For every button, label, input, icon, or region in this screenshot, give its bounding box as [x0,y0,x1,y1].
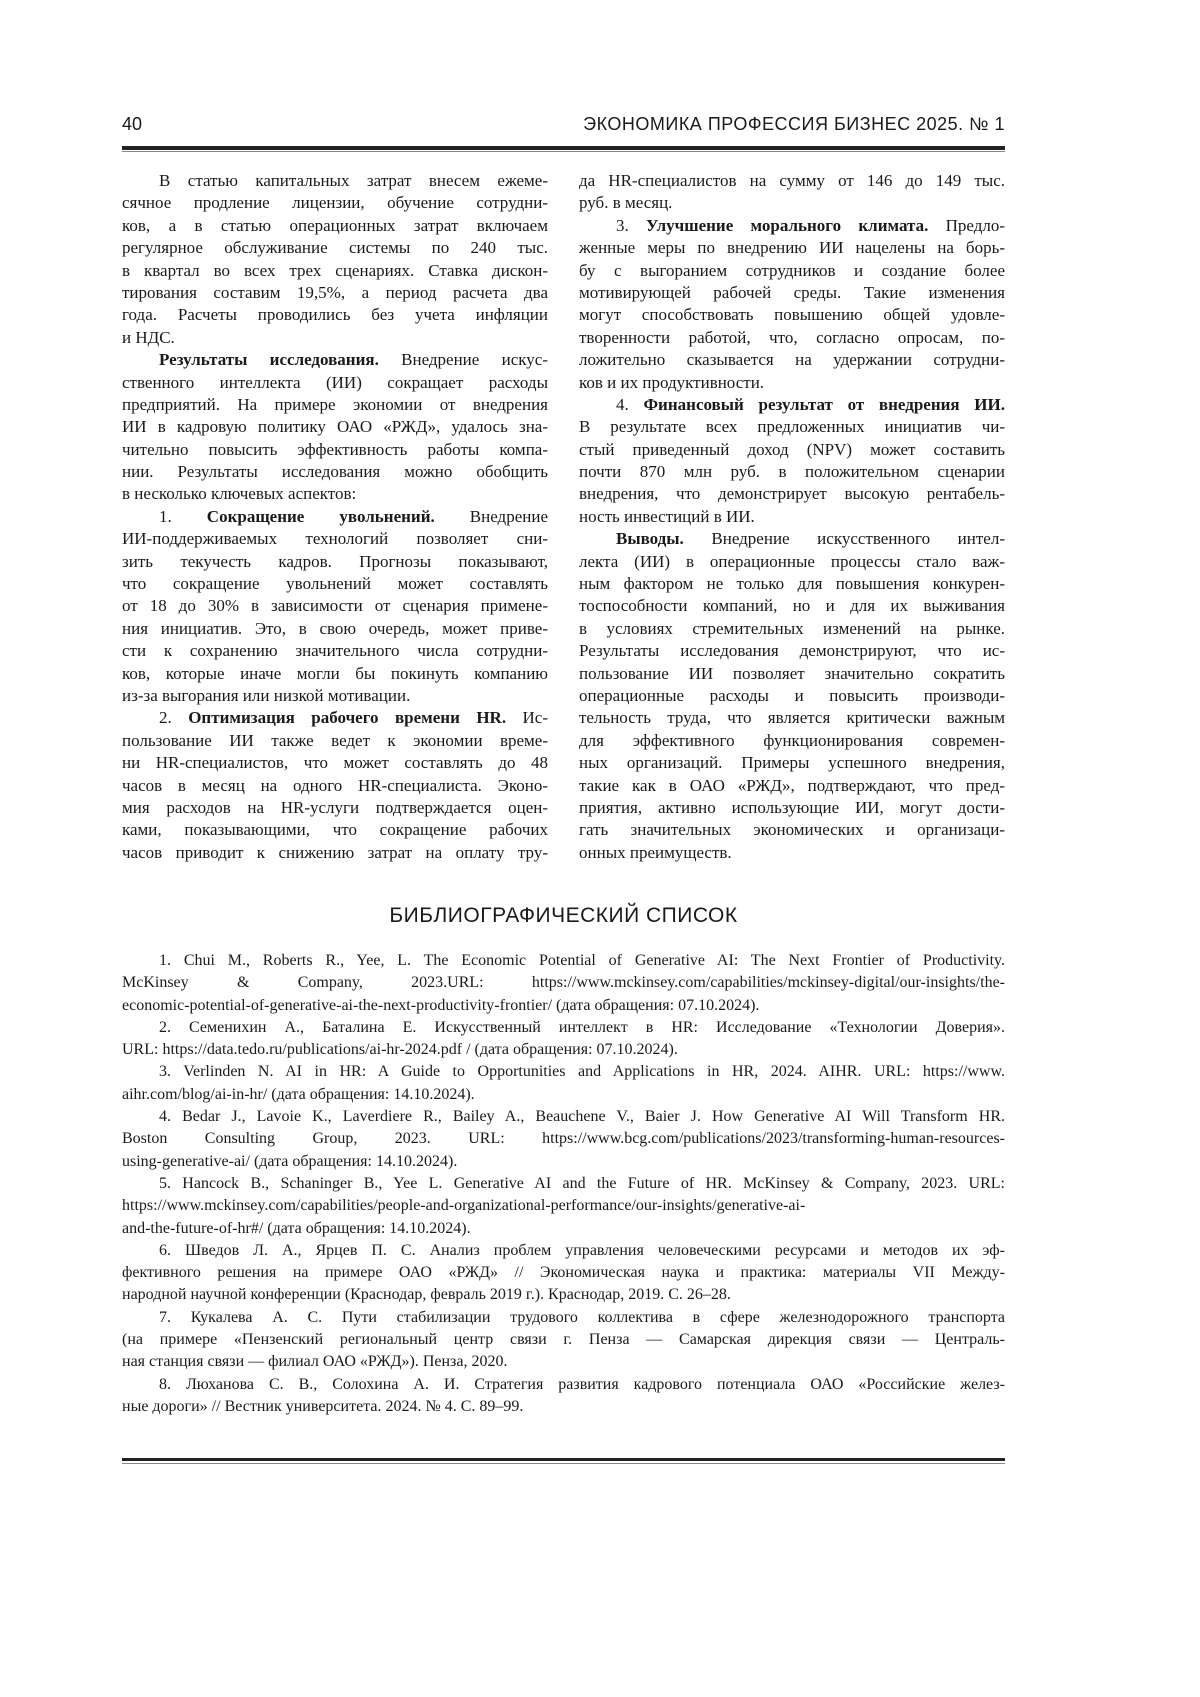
line-text: нии. Результаты исследования можно обобщить [122,462,548,481]
line-text: предприятий. На примере экономии от внедрения [122,395,548,414]
text-line [579,349,1005,371]
text-line [122,707,548,729]
line-bold: Улучшение морального климата. [646,216,928,235]
line-text: операционные расходы и повысить производи- [579,686,1005,705]
line-text: Предло- [928,216,1005,235]
line-text: мотивирующей рабочей среды. Такие изменения [579,283,1005,302]
line-text: ная станция связи — филиал ОАО «РЖД»). Пенза, 2020. [122,1353,507,1370]
line-text: тельность труда, что является критически важным [579,708,1005,727]
line-text: в несколько ключевых аспектов: [122,484,356,503]
text-line [122,1128,1005,1150]
line-bold: Финансовый результат от внедрения ИИ. [643,395,1005,414]
line-text: ные дороги» // Вестник университета. 2024. № 4. С. 89–99. [122,1398,523,1415]
line-text: приятия, активно использующие ИИ, могут дости- [579,798,1005,817]
header-rule [122,146,1005,150]
line-text: ками, показывающими, что сокращение рабочих [122,820,548,839]
line-prefix: 2. [159,708,188,727]
text-line [579,819,1005,841]
text-line [122,1262,1005,1284]
line-text: 3. Verlinden N. AI in HR: A Guide to Opportunities and Applications in HR, 2024. AIHR. URL: https://www. [159,1063,1005,1080]
line-text: ственного интеллекта (ИИ) сокращает расходы [122,373,548,392]
line-text: лекта (ИИ) в операционные процессы стало важ- [579,552,1005,571]
line-text: ным фактором не только для повышения конкурен- [579,574,1005,593]
line-text: в квартал во всех трех сценариях. Ставка дискон- [122,261,548,280]
line-text: and-the-future-of-hr#/ (дата обращения: 14.10.2024). [122,1220,471,1237]
line-text: URL: https://data.tedo.ru/publications/ai-hr-2024.pdf / (дата обращения: 07.10.2024). [122,1041,678,1058]
line-text: такие как в ОАО «РЖД», подтверждают, что пред- [579,776,1005,795]
line-text: года. Расчеты проводились без учета инфляции [122,305,548,324]
line-text: 7. Кукалева А. С. Пути стабилизации трудового коллектива в сфере железнодорожного транспорта [159,1309,1005,1326]
line-text: ни HR-специалистов, что может составлять до 48 [122,753,548,772]
text-line [122,797,548,819]
line-text: чительно повысить эффективность работы компа- [122,440,548,459]
line-text: мия расходов на HR-услуги подтверждается оцен- [122,798,548,817]
text-line [579,797,1005,819]
text-line [122,1151,1005,1173]
journal-title: ЭКОНОМИКА ПРОФЕССИЯ БИЗНЕС 2025. № 1 [583,114,1005,135]
line-text: McKinsey & Company, 2023.URL: https://www.mckinsey.com/capabilities/mckinsey-digital/our-insights/the- [122,974,1005,991]
text-line [122,1173,1005,1195]
text-line [579,573,1005,595]
text-line [122,663,548,685]
line-text: тоспособности компаний, но и для их выживания [579,596,1005,615]
line-text: что сокращение увольнений может составлять [122,574,548,593]
text-line [122,1218,1005,1240]
text-line [122,1039,1005,1061]
text-line [579,752,1005,774]
line-text: https://www.mckinsey.com/capabilities/people-and-organizational-performance/our-insights/generative-ai- [122,1197,805,1214]
bibliography-list [122,950,1005,1418]
text-line [122,618,548,640]
text-line [122,1106,1005,1128]
line-prefix: 3. [616,216,646,235]
line-text: Внедрение [435,507,548,526]
text-line [579,394,1005,416]
line-text: женные меры по внедрению ИИ нацелены на борь- [579,238,1005,257]
text-line [122,1329,1005,1351]
line-text: сячное продление лицензии, обучение сотрудни- [122,193,548,212]
text-line [579,707,1005,729]
line-text: ИИ в кадровую политику ОАО «РЖД», удалось зна- [122,417,548,436]
text-line [122,461,548,483]
line-text: ложительно сказывается на удержании сотрудни- [579,350,1005,369]
line-text: пользование ИИ также ведет к экономии време- [122,731,548,750]
text-line [122,995,1005,1017]
text-line [579,775,1005,797]
line-text: пользование ИИ позволяет значительно сократить [579,664,1005,683]
line-bold: Оптимизация рабочего времени HR. [188,708,506,727]
line-text: почти 870 млн руб. в положительном сценарии [579,462,1005,481]
text-line [122,1284,1005,1306]
text-line [122,842,548,864]
line-text: могут способствовать повышению общей удовле- [579,305,1005,324]
line-text: В статью капитальных затрат внесем ежеме- [159,171,548,190]
text-line [122,595,548,617]
line-text: Ис- [506,708,548,727]
text-line [122,1240,1005,1262]
line-text: народной научной конференции (Краснодар, февраль 2019 г.). Краснодар, 2019. С. 26–28. [122,1286,731,1303]
text-line [122,282,548,304]
line-text: ков, которые иначе могли бы покинуть компанию [122,664,548,683]
line-text: гать значительных экономических и организаци- [579,820,1005,839]
line-text: внедрения, что демонстрирует высокую рентабель- [579,484,1005,503]
text-line [579,260,1005,282]
text-line [122,972,1005,994]
text-line [579,528,1005,550]
line-text: часов в месяц на одного HR-специалиста. Эконо- [122,776,548,795]
text-line [122,349,548,371]
page-number: 40 [122,114,142,135]
text-line [122,192,548,214]
text-line [122,1351,1005,1373]
text-line [122,394,548,416]
line-text: ков, а в статью операционных затрат включаем [122,216,548,235]
text-line [122,640,548,662]
line-text: ков и их продуктивности. [579,373,764,392]
text-line [122,685,548,707]
line-text: Внедрение искусственного интел- [684,529,1005,548]
line-text: 4. Bedar J., Lavoie K., Laverdiere R., Bailey A., Beauchene V., Baier J. How Generative AI Will Transform HR. [159,1108,1005,1125]
line-text: Результаты исследования демонстрируют, что ис- [579,641,1005,660]
text-line [122,1084,1005,1106]
text-line [579,282,1005,304]
text-line [579,461,1005,483]
line-text: онных преимуществ. [579,843,732,862]
text-line [579,618,1005,640]
text-line [122,730,548,752]
line-text: В результате всех предложенных инициатив чи- [579,417,1005,436]
text-line [579,416,1005,438]
line-text: ИИ-поддерживаемых технологий позволяет сни- [122,529,548,548]
line-text: для эффективного функционирования современ- [579,731,1005,750]
text-line [579,842,1005,864]
line-text: руб. в месяц. [579,193,672,212]
line-text: (на примере «Пензенский региональный центр связи г. Пенза — Самарская дирекция связи — Централь- [122,1331,1005,1348]
text-line [579,640,1005,662]
text-line [122,1017,1005,1039]
line-text: Внедрение искус- [379,350,548,369]
header-rule-thin [122,151,1005,152]
text-line [122,439,548,461]
line-text: часов приводит к снижению затрат на оплату тру- [122,843,548,862]
text-line [579,730,1005,752]
line-text: ных организаций. Примеры успешного внедрения, [579,753,1005,772]
line-text: из-за выгорания или низкой мотивации. [122,686,410,705]
text-line [579,506,1005,528]
text-line [122,551,548,573]
line-text: тирования составим 19,5%, а период расчета два [122,283,548,302]
text-line [122,237,548,259]
line-text: Boston Consulting Group, 2023. URL: https://www.bcg.com/publications/2023/transforming-human-resources- [122,1130,1005,1147]
text-line [122,819,548,841]
line-prefix: 4. [616,395,643,414]
text-line [122,1374,1005,1396]
text-line [122,950,1005,972]
text-line [579,215,1005,237]
line-text: стый приведенный доход (NPV) может составить [579,440,1005,459]
left-column [122,170,548,864]
text-line [122,327,548,349]
text-line [122,528,548,550]
line-text: economic-potential-of-generative-ai-the-next-productivity-frontier/ (дата обращения: 07.10.2024). [122,997,759,1014]
line-text: ния инициатив. Это, в свою очередь, может приве- [122,619,548,638]
text-line [122,416,548,438]
text-line [122,1307,1005,1329]
line-bold: Сокращение увольнений. [207,507,435,526]
text-line [122,775,548,797]
text-line [122,304,548,326]
line-bold: Выводы. [616,529,684,548]
running-header [122,114,1005,142]
bibliography-title: БИБЛИОГРАФИЧЕСКИЙ СПИСОК [122,904,1005,928]
line-text: 2. Семенихин А., Баталина Е. Искусственный интеллект в HR: Исследование «Технологии Доверия». [159,1019,1005,1036]
footer-rule-thin [122,1463,1005,1464]
line-text: да HR-специалистов на сумму от 146 до 149 тыс. [579,171,1005,190]
line-text: сти к сохранению значительного числа сотрудни- [122,641,548,660]
line-text: 8. Люханова С. В., Солохина А. И. Стратегия развития кадрового потенциала ОАО «Российские желез- [159,1376,1005,1393]
text-line [579,192,1005,214]
line-text: регулярное обслуживание системы по 240 тыс. [122,238,548,257]
text-line [122,1195,1005,1217]
right-column [579,170,1005,864]
text-line [579,327,1005,349]
line-text: бу с выгоранием сотрудников и создание более [579,261,1005,280]
line-prefix: 1. [159,507,207,526]
line-text: зить текучесть кадров. Прогнозы показывают, [122,552,548,571]
text-line [122,573,548,595]
text-line [579,483,1005,505]
line-text: 5. Hancock B., Schaninger B., Yee L. Generative AI and the Future of HR. McKinsey & Company, 2023. URL: [159,1175,1005,1192]
line-text: using-generative-ai/ (дата обращения: 14.10.2024). [122,1153,457,1170]
line-text: и НДС. [122,328,175,347]
text-line [122,215,548,237]
text-line [122,1061,1005,1083]
line-text: 1. Chui M., Roberts R., Yee, L. The Economic Potential of Generative AI: The Next Frontier of Productivity. [159,952,1005,969]
text-line [579,595,1005,617]
text-line [122,752,548,774]
line-text: 6. Шведов Л. А., Ярцев П. С. Анализ проблем управления человеческими ресурсами и методов их эф- [159,1242,1005,1259]
line-bold: Результаты исследования. [159,350,379,369]
text-line [122,260,548,282]
line-text: творенности работой, что, согласно опросам, по- [579,328,1005,347]
line-text: фективного решения на примере ОАО «РЖД» // Экономическая наука и практика: материалы VII Между- [122,1264,1005,1281]
text-line [579,237,1005,259]
text-line [122,483,548,505]
text-line [122,506,548,528]
line-text: aihr.com/blog/ai-in-hr/ (дата обращения: 14.10.2024). [122,1086,475,1103]
text-line [579,372,1005,394]
line-text: от 18 до 30% в зависимости от сценария примене- [122,596,548,615]
line-text: ность инвестиций в ИИ. [579,507,755,526]
text-line [579,304,1005,326]
text-line [579,551,1005,573]
text-line [579,439,1005,461]
text-line [579,170,1005,192]
line-text: в условиях стремительных изменений на рынке. [579,619,1005,638]
text-line [579,685,1005,707]
text-line [122,170,548,192]
footer-rule [122,1458,1005,1461]
text-line [122,1396,1005,1418]
text-line [579,663,1005,685]
text-line [122,372,548,394]
